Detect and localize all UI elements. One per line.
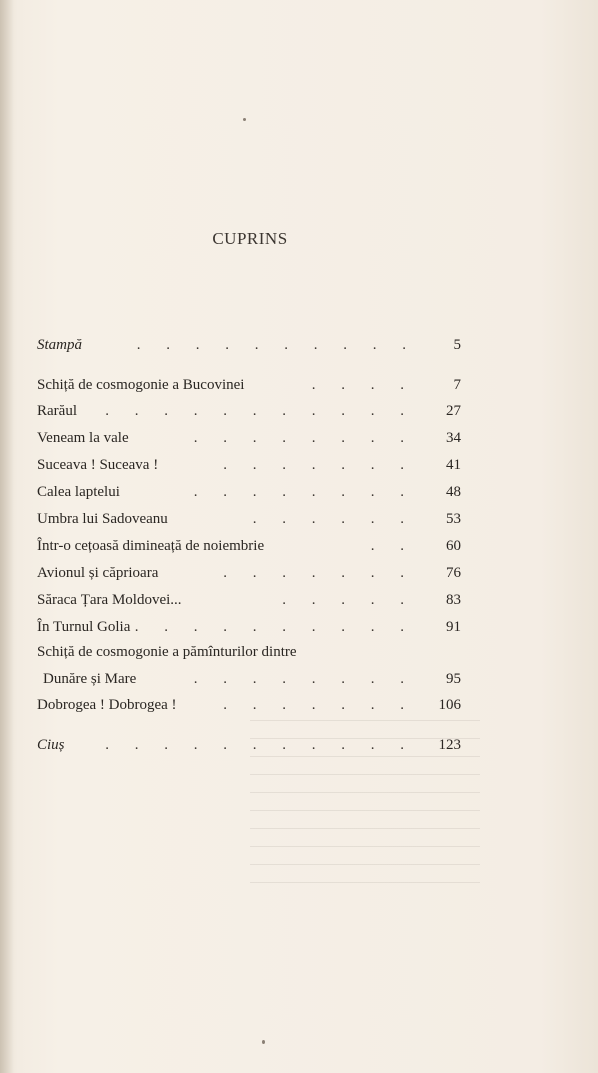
toc-entry[interactable] bbox=[37, 734, 465, 756]
toc-leader-dots: . . . . . . . bbox=[223, 697, 415, 713]
toc-leader-dots: . . . . . bbox=[282, 592, 415, 608]
toc-page-number: 95 bbox=[446, 671, 461, 687]
paper-speck bbox=[262, 1040, 265, 1044]
paper-speck bbox=[243, 118, 246, 121]
toc-page-number: 48 bbox=[446, 484, 461, 500]
toc-page-number: 53 bbox=[446, 511, 461, 527]
toc-page-number: 34 bbox=[446, 430, 461, 446]
toc-entry[interactable] bbox=[37, 589, 465, 611]
toc-leader-dots: . . . . . . . . . . bbox=[134, 619, 415, 635]
toc-entry-title: Schiță de cosmogonie a Bucovinei bbox=[37, 377, 245, 393]
page-title: CUPRINS bbox=[212, 229, 288, 248]
toc-page-number: 41 bbox=[446, 457, 461, 473]
toc-page-number: 123 bbox=[438, 737, 461, 753]
toc-leader-dots: . . . . bbox=[311, 377, 415, 393]
toc-page-number: 91 bbox=[446, 619, 461, 635]
toc-entry-title: Într-o cețoasă dimineață de noiembrie bbox=[37, 538, 265, 554]
toc-entry-title: Calea laptelui bbox=[37, 484, 120, 500]
toc-page-number: 7 bbox=[453, 377, 461, 393]
toc-entry-title: Dobrogea ! Dobrogea ! bbox=[37, 697, 177, 713]
toc-page-number: 83 bbox=[446, 592, 461, 608]
toc-entry[interactable] bbox=[37, 374, 465, 396]
toc-entry-title: Ciuș bbox=[37, 737, 65, 753]
toc-entry-title: Rarăul bbox=[37, 403, 77, 419]
toc-page-number: 27 bbox=[446, 403, 461, 419]
toc-leader-dots: . . . . . . . . bbox=[193, 484, 415, 500]
toc-page-number: 60 bbox=[446, 538, 461, 554]
toc-leader-dots: . . . . . . . bbox=[223, 565, 415, 581]
toc-entry-title: Umbra lui Sadoveanu bbox=[37, 511, 168, 527]
toc-entry-title: Suceava ! Suceava ! bbox=[37, 457, 159, 473]
toc-entry[interactable] bbox=[37, 427, 465, 449]
toc-entry[interactable] bbox=[37, 508, 465, 530]
toc-page-number: 106 bbox=[438, 697, 461, 713]
toc-entry-title: Săraca Țara Moldovei... bbox=[37, 592, 182, 608]
toc-leader-dots: . . . . . . . . bbox=[193, 430, 415, 446]
toc-leader-dots: . . . . . . . . . . bbox=[136, 337, 417, 353]
toc-leader-dots: . . . . . . . . bbox=[193, 671, 415, 687]
toc-page-number: 76 bbox=[446, 565, 461, 581]
toc-entry-continued[interactable] bbox=[37, 668, 465, 690]
toc-entry[interactable] bbox=[37, 400, 465, 422]
toc-leader-dots: . . . . . . . . . . . bbox=[105, 737, 415, 753]
toc-entry[interactable] bbox=[37, 334, 465, 356]
toc-leader-dots: . . bbox=[370, 538, 415, 554]
toc-leader-dots: . . . . . . . . . . . bbox=[105, 403, 415, 419]
toc-entry-title: Dunăre și Mare bbox=[43, 671, 137, 687]
toc-entry-title: Avionul și căprioara bbox=[37, 565, 159, 581]
toc-entry[interactable] bbox=[37, 535, 465, 557]
toc-entry[interactable] bbox=[37, 481, 465, 503]
toc-entry-title: În Turnul Golia bbox=[37, 619, 131, 635]
toc-entry[interactable] bbox=[37, 562, 465, 584]
toc-entry-title: Schiță de cosmogonie a pămînturilor dintre bbox=[37, 644, 297, 660]
toc-leader-dots: . . . . . . bbox=[252, 511, 415, 527]
toc-page-number: 5 bbox=[453, 337, 461, 353]
toc-entry[interactable] bbox=[37, 641, 465, 663]
page-edge-shadow bbox=[0, 0, 14, 1073]
toc-entry[interactable] bbox=[37, 616, 465, 638]
toc-entry-title: Veneam la vale bbox=[37, 430, 129, 446]
toc-leader-dots: . . . . . . . bbox=[223, 457, 415, 473]
toc-entry[interactable] bbox=[37, 454, 465, 476]
toc-entry-title: Stampă bbox=[37, 337, 82, 353]
toc-entry[interactable] bbox=[37, 694, 465, 716]
